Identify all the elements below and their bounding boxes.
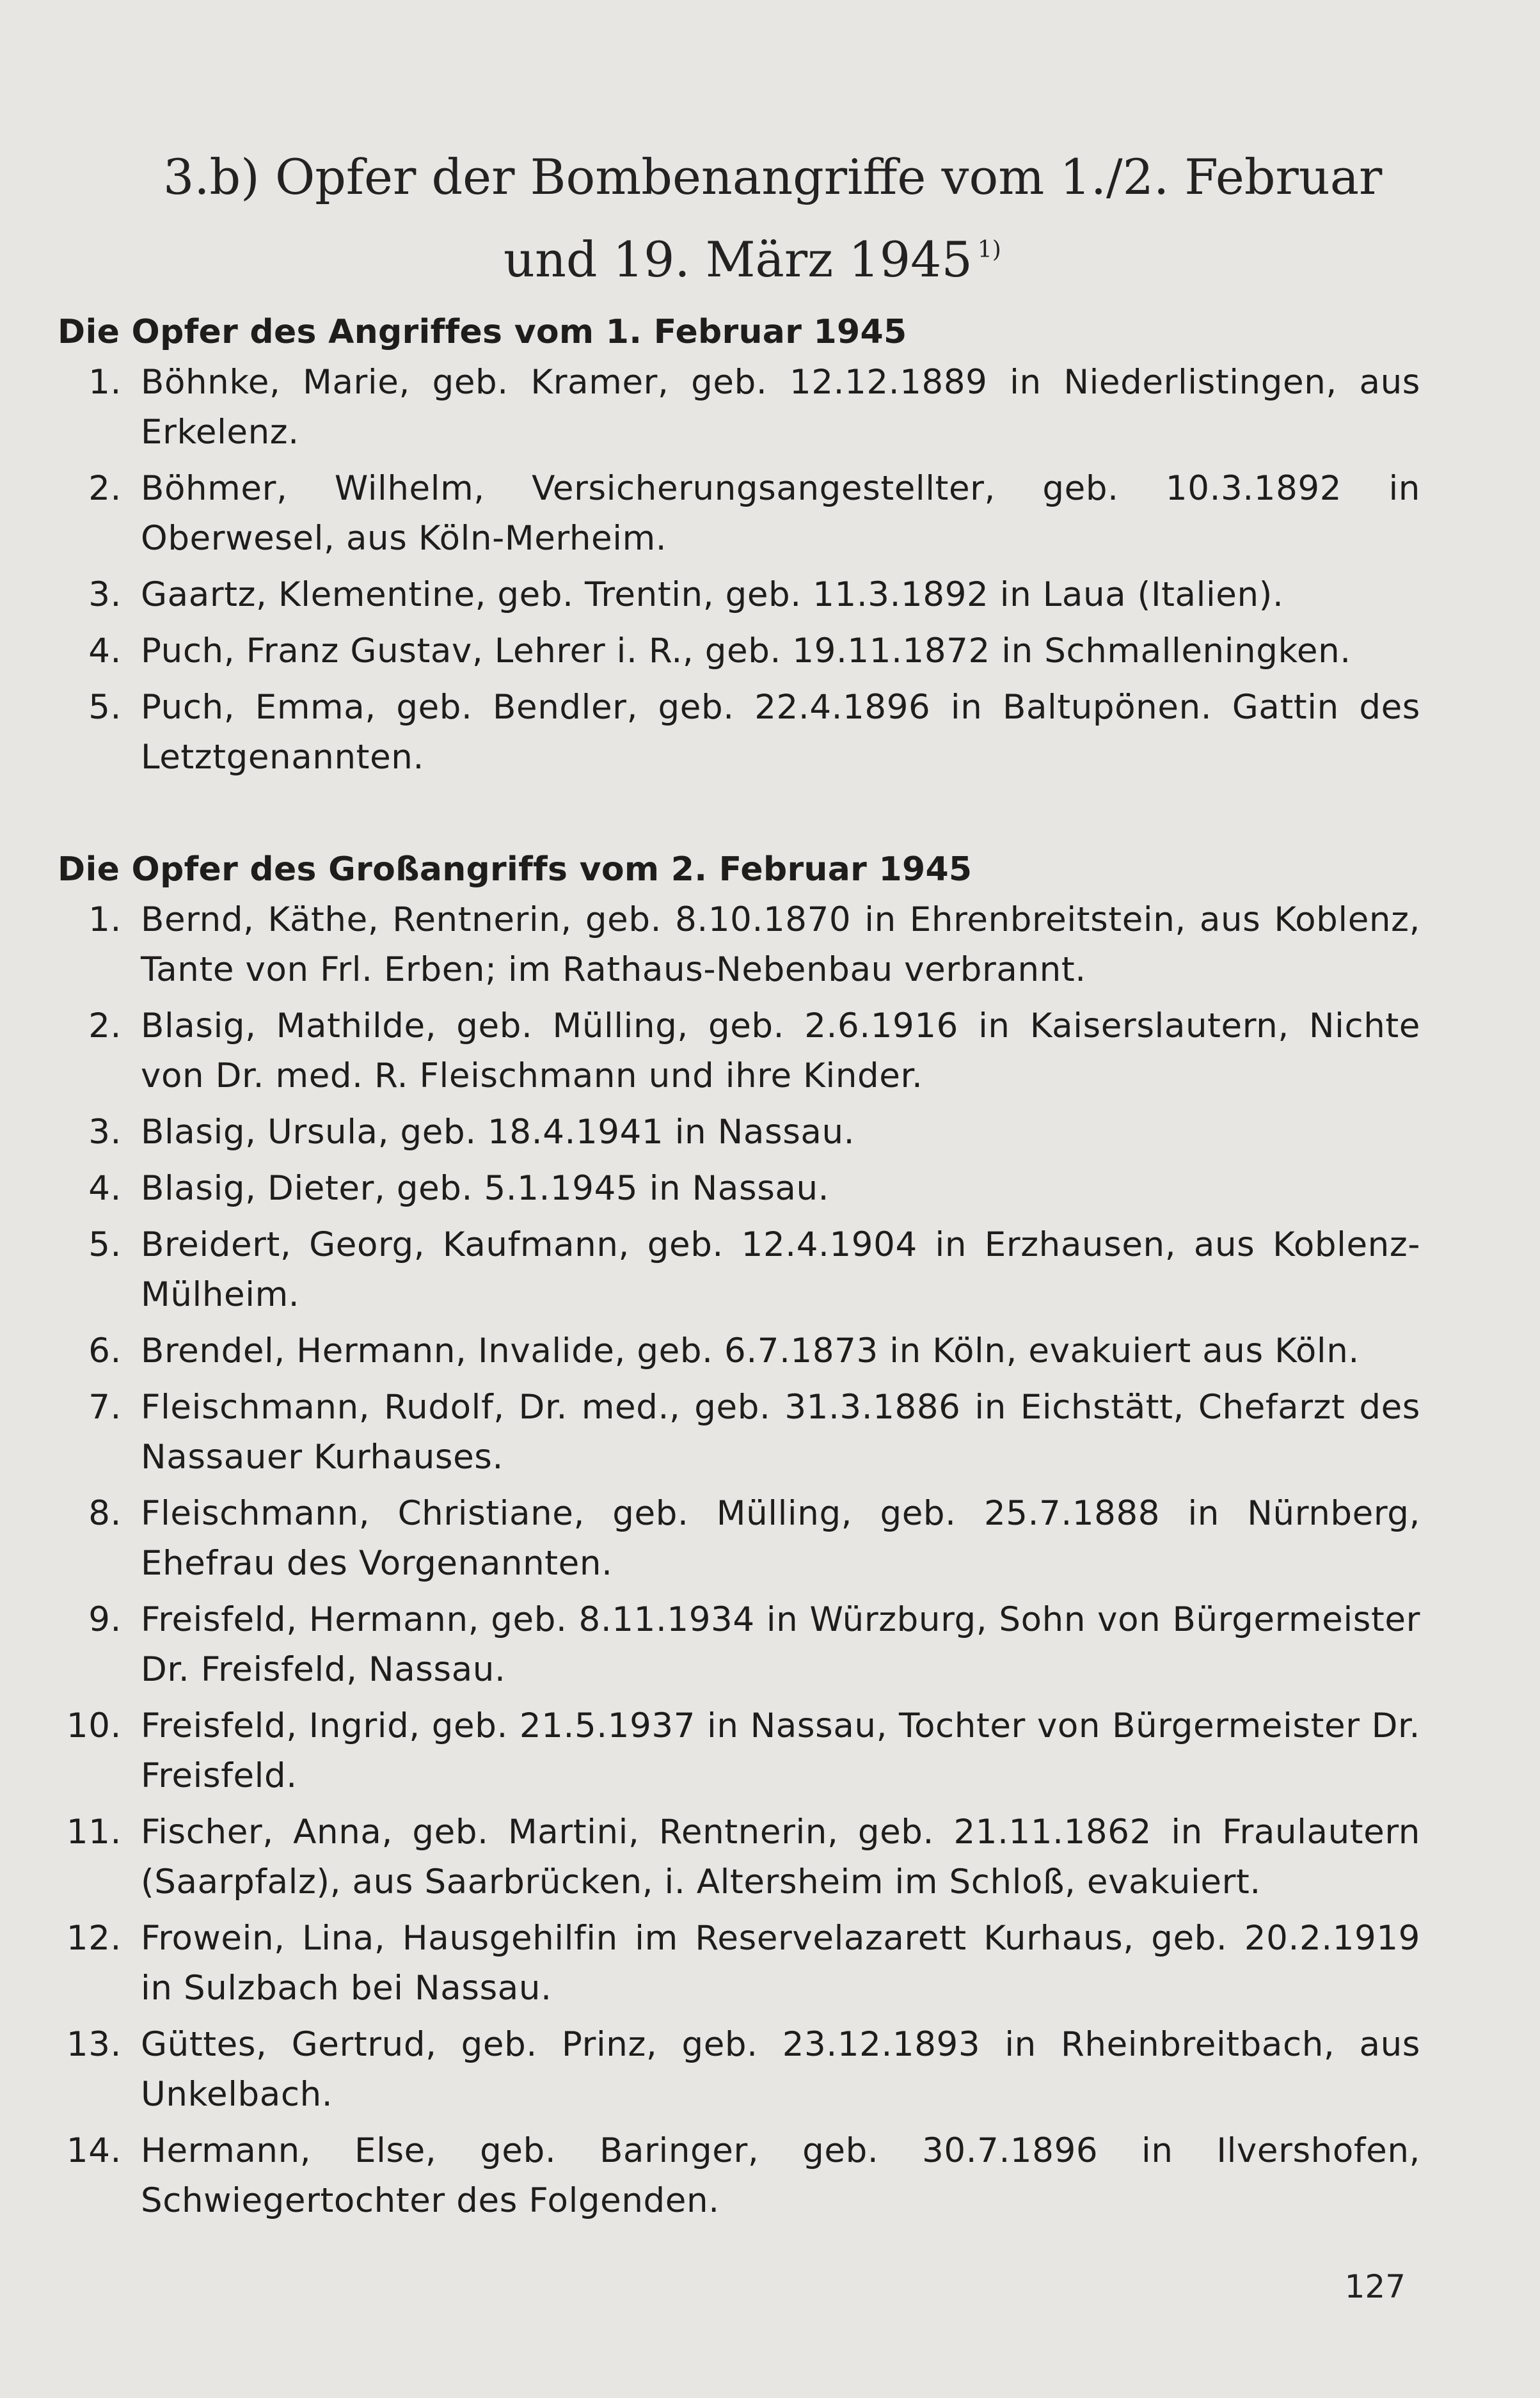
page-number: 127 xyxy=(1344,2268,1406,2305)
section-february-1 xyxy=(58,310,1420,789)
entry-text: Puch, Emma, geb. Bendler, geb. 22.4.1896 in Baltupönen. Gattin des Letztgenannten. xyxy=(141,688,1420,777)
list-item xyxy=(58,2020,1420,2120)
section-february-2 xyxy=(58,848,1420,2232)
entry-number: 2. xyxy=(88,1006,122,1045)
list-item xyxy=(58,895,1420,995)
entry-text: Güttes, Gertrud, geb. Prinz, geb. 23.12.1893 in Rheinbreitbach, aus Unkelbach. xyxy=(141,2025,1420,2114)
title-line-1: 3.b) Opfer der Bombenangriffe vom 1./2. Februar xyxy=(163,148,1383,205)
list-item xyxy=(58,1489,1420,1589)
entry-text: Bernd, Käthe, Rentnerin, geb. 8.10.1870 in Ehrenbreitstein, aus Koblenz, Tante von Frl. Erben; im Rathaus-Nebenbau verbrannt. xyxy=(141,900,1420,989)
list-item xyxy=(58,1701,1420,1801)
title-line-2 xyxy=(504,214,1540,296)
victim-list xyxy=(58,358,1420,782)
list-item xyxy=(58,1108,1420,1157)
entry-text: Puch, Franz Gustav, Lehrer i. R., geb. 19.11.1872 in Schmalleningken. xyxy=(141,631,1351,671)
entry-number: 10. xyxy=(66,1706,122,1745)
entry-text: Gaartz, Klementine, geb. Trentin, geb. 11.3.1892 in Laua (Italien). xyxy=(141,575,1284,614)
entry-text: Hermann, Else, geb. Baringer, geb. 30.7.1896 in Ilvershofen, Schwiegertochter des Folgenden. xyxy=(141,2131,1420,2220)
entry-text: Freisfeld, Ingrid, geb. 21.5.1937 in Nassau, Tochter von Bürgermeister Dr. Freisfeld. xyxy=(141,1706,1420,1795)
entry-number: 6. xyxy=(88,1331,122,1370)
list-item xyxy=(58,1914,1420,2013)
entry-text: Fleischmann, Rudolf, Dr. med., geb. 31.3.1886 in Eichstätt, Chefarzt des Nassauer Kurhauses. xyxy=(141,1388,1420,1477)
footnote-marker: 1) xyxy=(977,237,1001,263)
entry-number: 5. xyxy=(88,688,122,727)
entry-number: 14. xyxy=(66,2131,122,2170)
entry-number: 3. xyxy=(88,575,122,614)
entry-number: 1. xyxy=(88,363,122,402)
entry-number: 4. xyxy=(88,1169,122,1208)
list-item xyxy=(58,2126,1420,2226)
entry-text: Blasig, Ursula, geb. 18.4.1941 in Nassau. xyxy=(141,1113,855,1152)
entry-text: Brendel, Hermann, Invalide, geb. 6.7.1873 in Köln, evakuiert aus Köln. xyxy=(141,1331,1360,1370)
entry-number: 3. xyxy=(88,1113,122,1152)
list-item xyxy=(58,1326,1420,1376)
entry-text: Frowein, Lina, Hausgehilfin im Reservelazarett Kurhaus, geb. 20.2.1919 in Sulzbach bei Nassau. xyxy=(141,1919,1420,2008)
title-line-2-text: und 19. März 1945 xyxy=(504,231,972,288)
entry-number: 2. xyxy=(88,469,122,508)
entry-number: 9. xyxy=(88,1600,122,1639)
entry-number: 1. xyxy=(88,900,122,939)
list-item xyxy=(58,1001,1420,1101)
entry-text: Fleischmann, Christiane, geb. Mülling, geb. 25.7.1888 in Nürnberg, Ehefrau des Vorgenannten. xyxy=(141,1494,1420,1583)
entry-number: 7. xyxy=(88,1388,122,1427)
list-item xyxy=(58,1164,1420,1214)
list-item xyxy=(58,570,1420,620)
entry-text: Fischer, Anna, geb. Martini, Rentnerin, geb. 21.11.1862 in Fraulautern (Saarpfalz), aus Saarbrücken, i. Altersheim im Schloß, evakuiert. xyxy=(141,1813,1420,1902)
list-item xyxy=(58,1383,1420,1482)
entry-text: Böhnke, Marie, geb. Kramer, geb. 12.12.1889 in Niederlistingen, aus Erkelenz. xyxy=(141,363,1420,452)
section-heading: Die Opfer des Großangriffs vom 2. Februar 1945 xyxy=(58,850,972,889)
entry-number: 11. xyxy=(66,1813,122,1852)
list-item xyxy=(58,358,1420,457)
chapter-title xyxy=(0,141,1540,296)
entry-text: Blasig, Mathilde, geb. Mülling, geb. 2.6.1916 in Kaiserslautern, Nichte von Dr. med. R. Fleischmann und ihre Kinder. xyxy=(141,1006,1420,1095)
list-item xyxy=(58,1220,1420,1320)
list-item xyxy=(58,683,1420,782)
section-heading: Die Opfer des Angriffes vom 1. Februar 1945 xyxy=(58,313,907,351)
entry-number: 8. xyxy=(88,1494,122,1533)
list-item xyxy=(58,1807,1420,1907)
victim-list xyxy=(58,895,1420,2226)
entry-number: 5. xyxy=(88,1225,122,1264)
list-item xyxy=(58,1595,1420,1695)
entry-text: Freisfeld, Hermann, geb. 8.11.1934 in Würzburg, Sohn von Bürgermeister Dr. Freisfeld, Nassau. xyxy=(141,1600,1420,1689)
entry-number: 13. xyxy=(66,2025,122,2064)
entry-number: 4. xyxy=(88,631,122,671)
entry-number: 12. xyxy=(66,1919,122,1958)
entry-text: Böhmer, Wilhelm, Versicherungsangestellter, geb. 10.3.1892 in Oberwesel, aus Köln-Merheim. xyxy=(141,469,1420,558)
entry-text: Breidert, Georg, Kaufmann, geb. 12.4.1904 in Erzhausen, aus Koblenz-Mülheim. xyxy=(141,1225,1420,1314)
list-item xyxy=(58,464,1420,564)
list-item xyxy=(58,626,1420,676)
entry-text: Blasig, Dieter, geb. 5.1.1945 in Nassau. xyxy=(141,1169,830,1208)
